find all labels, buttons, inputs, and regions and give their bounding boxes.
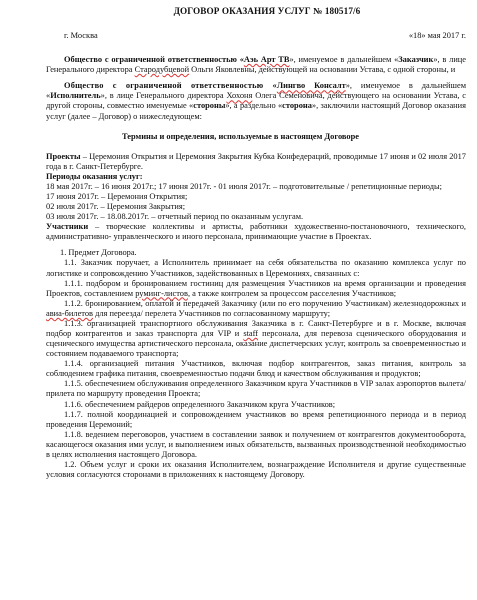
- def-participants-text: – творческие коллективы и артисты, работники художественно-постановочного, технического, административно- управленческого и иного персонала, принимающие участие в Проектах.: [46, 222, 466, 242]
- period-item: 17 июня 2017г. – Церемония Открытия;: [46, 191, 188, 201]
- clause-1-1-8: 1.1.8. ведением переговоров, участием в составлении заявок и получением от контрагентов документооборота, касающегося оказания ими услуг, и выполнением иных обязательств, вызванных производственной необходимостью в целях исполнения настоящего Договора.: [46, 429, 466, 459]
- period-item: 03 июля 2017г. – 18.08.2017г. – отчетный период по оказанным услугам.: [46, 212, 304, 222]
- document-title: ДОГОВОР ОКАЗАНИЯ УСЛУГ № 180517/6: [173, 6, 361, 16]
- parties-side: сторона: [282, 101, 312, 111]
- clause-1-1-2-term: авиа-билетов: [46, 308, 93, 318]
- clause-1-1-1-a: 1.1.1. подбором и бронированием гостиниц для размещения Участников на время организации и проведения Проектов, составлением: [46, 278, 466, 298]
- party-customer: [46, 55, 466, 75]
- clause-1-1-3-b: персонала, для перевоза сценического оборудования и сценического имущества артистического персонала, оказание диспетчерских услуг, контроль за своевременностью и состоянием подаваемого транспорта;: [46, 328, 466, 359]
- party-contractor-role: Исполнитель: [50, 91, 101, 101]
- party-customer-surname: Стародубцевой: [134, 65, 190, 75]
- party-contractor-name: Лингво Консалт: [276, 81, 346, 91]
- clause-1-1-1: [46, 279, 466, 299]
- clause-1-1-7: 1.1.7. полной координацией и сопровождением участников во время репетиционного периода и в период проведения Церемоний;: [46, 409, 466, 429]
- clause-1-1-2: [46, 299, 466, 319]
- def-projects-label: Проекты: [46, 151, 81, 161]
- city-date-line: [46, 31, 466, 41]
- party-contractor-rest3: », а раздельно «: [225, 101, 283, 111]
- party-contractor-rest1: », в лице Генерального директора: [100, 91, 227, 101]
- parties-sides: стороны: [193, 101, 226, 111]
- clause-1-1-1-b: , а также контролем за процессом расселения Участников;: [187, 288, 397, 298]
- def-participants: [46, 222, 466, 242]
- party-contractor-pre: Общество с ограниченной ответственностью «: [64, 81, 277, 91]
- terms-heading: Термины и определения, используемые в настоящем Договоре: [122, 131, 359, 141]
- period-item: 18 мая 2017г. – 16 июня 2017г.; 17 июня 2017г. - 01 июля 2017г. – подготовительные / репетиционные периоды;: [46, 181, 442, 191]
- clause-1-1: 1.1. Заказчик поручает, а Исполнитель принимает на себя обязательства по оказанию комплекса услуг по логистике и сопровождению Участников, задействованных в Церемониях, связанных с:: [46, 258, 466, 278]
- clause-1-1-3: [46, 319, 466, 359]
- party-customer-post: », именуемое в дальнейшем «: [289, 55, 399, 65]
- party-contractor: [46, 81, 466, 121]
- clause-1-1-6: 1.1.6. обеспечением райдеров определенного Заказчиком круга Участников;: [64, 399, 336, 409]
- periods-label: Периоды оказания услуг:: [46, 171, 143, 181]
- party-customer-rest1: », в лице Генерального директора: [46, 55, 466, 75]
- party-contractor-rest4: », заключили настоящий Договор оказания услуг (далее – Договор) о нижеследующем:: [46, 101, 466, 121]
- clause-1: 1. Предмет Договора.: [60, 248, 137, 258]
- def-participants-label: Участники: [46, 222, 89, 232]
- clause-1-1-3-a: 1.1.3. организацией транспортного обслуживания Заказчика в г. Санкт-Петербурге и в г. Москве, включая подбор контрагентов и заказ транспорта для VIP и: [46, 318, 466, 338]
- city: г. Москва: [64, 31, 98, 41]
- clause-1-1-2-a: 1.1.2. бронированием, оплатой и передачей Заказчику (или по его поручению Участникам) железнодорожных и: [64, 298, 466, 308]
- party-contractor-surname: Хохоня: [226, 91, 253, 101]
- party-customer-rest2: Ольги Яковлевны, действующей на основании Устава, с одной стороны, и: [189, 65, 456, 75]
- party-customer-pre: Общество с ограниченной ответственностью «: [64, 55, 244, 65]
- clause-1-1-1-term: руминг-листов: [135, 288, 188, 298]
- clause-1-1-5: 1.1.5. обеспечением обслуживания определенного Заказчиком круга Участников в VIP залах аэропортов вылета/прилета по маршруту проведения Проекта;: [46, 379, 466, 399]
- party-contractor-rest2: Олега Семеновича, действующего на основании Устава, с другой стороны, совместно именуемые «: [46, 91, 466, 111]
- clause-1-1-4: 1.1.4. организацией питания Участников, включая подбор контрагентов, заказ питания, контроль за соблюдением графика питания, своевременностью подачи блюд и качеством обслуживания и продуктов;: [46, 359, 466, 379]
- period-item: 02 июля 2017г. – Церемония Закрытия;: [46, 202, 186, 212]
- party-customer-name: Аэь Арт ТВ: [243, 55, 290, 65]
- clause-1-1-2-b: для переезда/ перелета Участников по согласованному маршруту;: [93, 308, 331, 318]
- party-customer-role: Заказчик: [398, 55, 434, 65]
- clause-1-2: 1.2. Объем услуг и сроки их оказания Исполнителем, вознаграждение Исполнителя и другие существенные условия согласуются сторонами в приложениях к настоящему Договору.: [46, 460, 466, 480]
- document-page: [46, 6, 466, 480]
- party-contractor-post: », именуемое в дальнейшем «: [46, 81, 466, 101]
- def-projects: [46, 152, 466, 172]
- def-projects-text: – Церемония Открытия и Церемония Закрытия Кубка Конфедераций, проводимые 17 июня и 02 июля 2017 года в г. Санкт-Петербурге.: [46, 151, 466, 171]
- contract-date: «18» мая 2017 г.: [408, 31, 466, 41]
- clause-1-1-3-term: staff: [243, 328, 259, 338]
